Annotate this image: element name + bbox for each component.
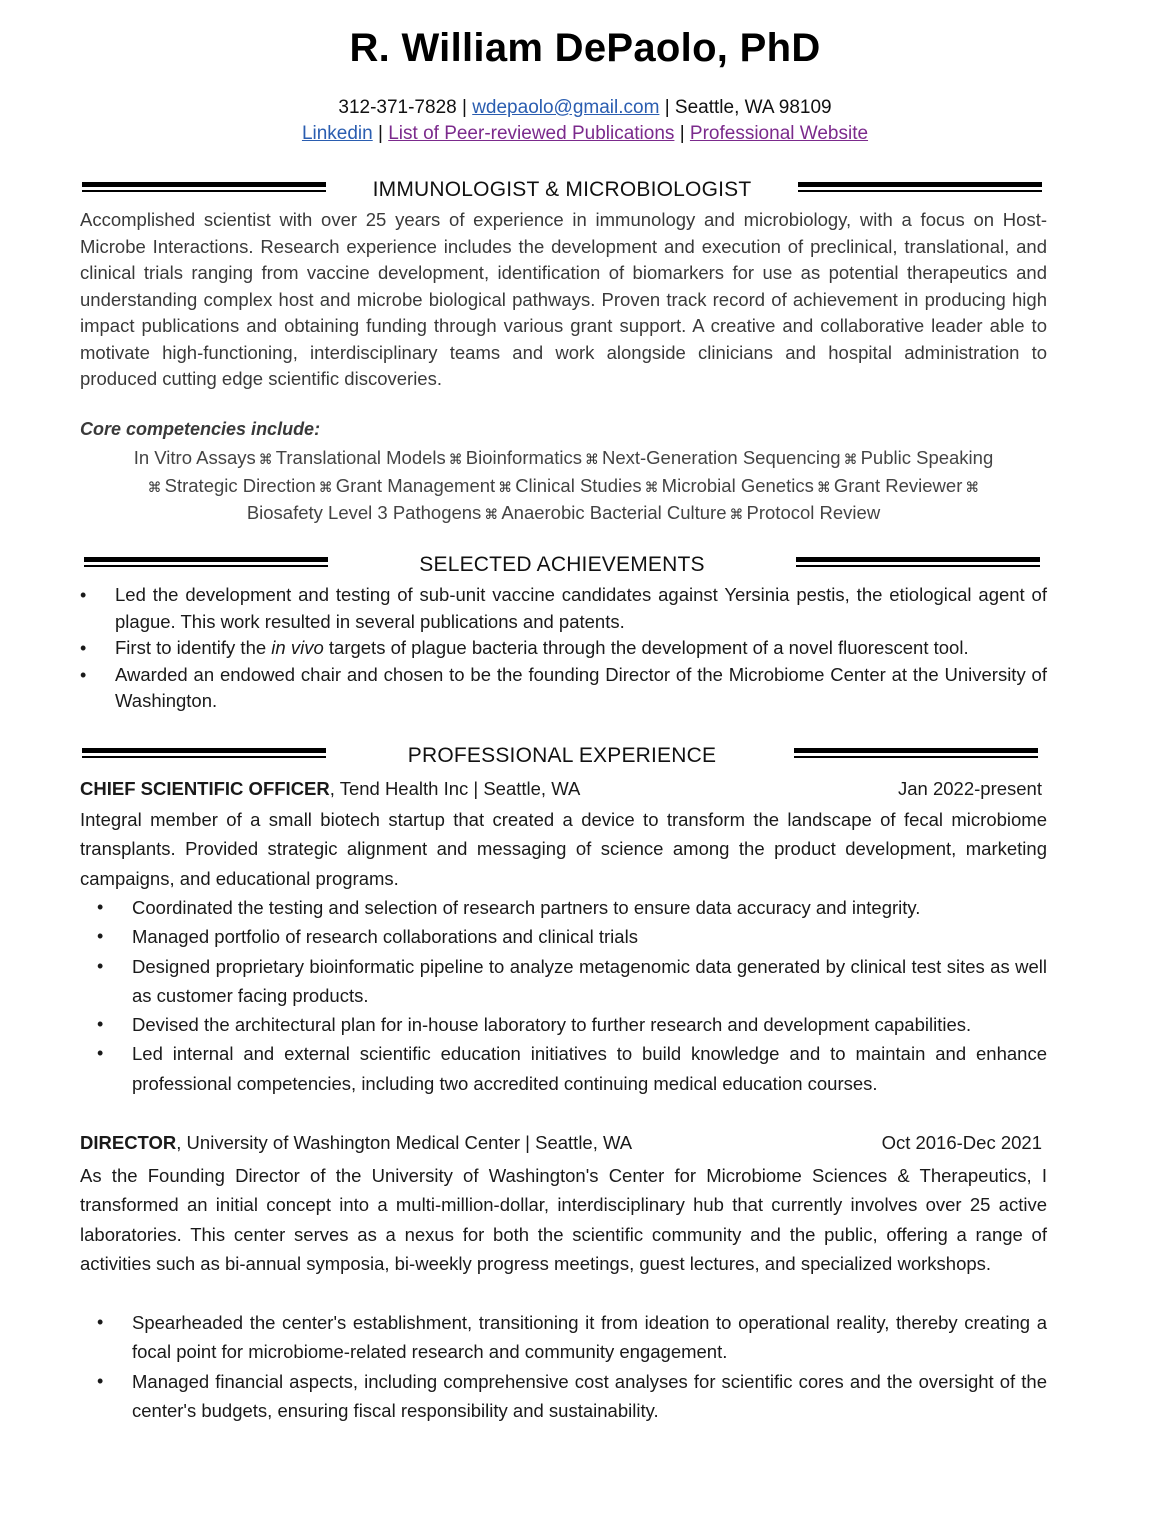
competency: Bioinformatics bbox=[465, 447, 582, 468]
separator-icon: ⌘ bbox=[318, 478, 333, 495]
separator-icon: ⌘ bbox=[816, 478, 831, 495]
section-rule-right bbox=[798, 182, 1042, 192]
section-title-profile: IMMUNOLOGIST & MICROBIOLOGIST bbox=[372, 178, 752, 201]
section-rule-right bbox=[794, 748, 1038, 758]
job-heading bbox=[80, 1132, 1042, 1154]
job-title: DIRECTOR bbox=[80, 1132, 177, 1153]
separator-icon: ⌘ bbox=[965, 478, 980, 495]
list-item: • Coordinated the testing and selection of research partners to ensure data accuracy and integrity. bbox=[97, 893, 1047, 922]
separator-icon: ⌘ bbox=[147, 478, 162, 495]
competency: Strategic Direction bbox=[164, 474, 316, 496]
bullet-icon: • bbox=[80, 664, 87, 685]
list-item: • Devised the architectural plan for in-house laboratory to further research and development capabilities. bbox=[97, 1010, 1047, 1039]
website-link[interactable]: Professional Website bbox=[689, 123, 869, 144]
separator: | bbox=[659, 97, 675, 118]
section-header-profile bbox=[82, 178, 1042, 206]
list-item: • First to identify the in vivo targets of plague bacteria through the development of a novel fluorescent tool. bbox=[80, 635, 1047, 662]
phone: 312-371-7828 bbox=[338, 97, 457, 118]
competency: Grant Management bbox=[335, 474, 496, 496]
list-item: • Led the development and testing of sub-unit vaccine candidates against Yersinia pestis, the etiological agent of plague. This work resulted in several publications and patents. bbox=[80, 584, 1047, 632]
job-heading bbox=[80, 778, 1042, 800]
publications-link[interactable]: List of Peer-reviewed Publications bbox=[388, 123, 675, 144]
bullet-icon: • bbox=[97, 955, 104, 976]
section-title-achievements: SELECTED ACHIEVEMENTS bbox=[419, 553, 705, 576]
list-item: • Led internal and external scientific education initiatives to build knowledge and to maintain and enhance professional competencies, including two accredited continuing medical education courses. bbox=[97, 1039, 1047, 1098]
job-dates: Jan 2022-present bbox=[898, 778, 1042, 799]
bullet-icon: • bbox=[97, 1014, 104, 1035]
competency: Biosafety Level 3 Pathogens bbox=[246, 502, 482, 523]
separator-icon: ⌘ bbox=[644, 478, 659, 495]
job-bullets bbox=[97, 1308, 1047, 1425]
location: Seattle, WA 98109 bbox=[674, 97, 832, 118]
section-rule-right bbox=[796, 557, 1040, 567]
separator-icon: ⌘ bbox=[584, 451, 599, 467]
job-org: , University of Washington Medical Center | Seattle, WA bbox=[176, 1132, 633, 1153]
separator-icon: ⌘ bbox=[258, 451, 273, 467]
job-title: CHIEF SCIENTIFIC OFFICER bbox=[80, 778, 330, 799]
bullet-icon: • bbox=[97, 1312, 104, 1332]
job-summary: Integral member of a small biotech startup that created a device to transform the landscape of fecal microbiome transplants. Provided strategic alignment and messaging of science among the product development, marketing campaigns, and educational programs. bbox=[80, 809, 1047, 889]
profile-summary: Accomplished scientist with over 25 years of experience in immunology and microbiology, with a focus on Host-Microbe Interactions. Research experience includes the development and execution of preclinical, translational, and clinical trials ranging from vaccine development, identification of biomarkers for use as potential therapeutics and understanding complex host and microbe biological pathways. Proven track record of achievement in producing high impact publications and obtaining funding through various grant support. A creative and collaborative leader able to motivate high-functioning, interdisciplinary teams and work alongside clinicians and hospital administration to produced cutting edge scientific discoveries. bbox=[80, 209, 1047, 389]
links-line bbox=[0, 123, 1170, 145]
separator: | bbox=[674, 123, 690, 144]
separator-icon: ⌘ bbox=[729, 506, 744, 522]
bullet-icon: • bbox=[97, 1043, 104, 1064]
job-bullets bbox=[97, 893, 1047, 1098]
bullet-icon: • bbox=[80, 585, 87, 605]
linkedin-link[interactable]: Linkedin bbox=[301, 123, 373, 144]
candidate-name: R. William DePaolo, PhD bbox=[349, 26, 821, 70]
bullet-icon: • bbox=[80, 638, 87, 658]
core-competencies-list bbox=[80, 445, 1047, 528]
list-item: • Awarded an endowed chair and chosen to be the founding Director of the Microbiome Center at the University of Washington. bbox=[80, 663, 1047, 711]
list-item: • Managed financial aspects, including comprehensive cost analyses for scientific cores and the oversight of the center's budgets, ensuring fiscal responsibility and sustainability. bbox=[97, 1367, 1047, 1426]
bullet-icon: • bbox=[97, 926, 104, 947]
job-org: , Tend Health Inc | Seattle, WA bbox=[329, 778, 581, 799]
competency: Anaerobic Bacterial Culture bbox=[501, 502, 727, 523]
achievements-list bbox=[80, 582, 1047, 715]
competency: Public Speaking bbox=[860, 447, 994, 468]
section-header-experience bbox=[82, 744, 1042, 772]
list-item: • Designed proprietary bioinformatic pipeline to analyze metagenomic data generated by clinical test sites as well as customer facing products. bbox=[97, 952, 1047, 1011]
separator: | bbox=[456, 97, 473, 118]
contact-line bbox=[0, 97, 1170, 119]
separator-icon: ⌘ bbox=[484, 506, 499, 522]
competency: In Vitro Assays bbox=[133, 447, 256, 468]
separator: | bbox=[372, 123, 389, 144]
list-item: • Managed portfolio of research collaborations and clinical trials bbox=[97, 922, 1047, 951]
bullet-icon: • bbox=[97, 897, 104, 917]
section-header-achievements bbox=[82, 553, 1042, 581]
separator-icon: ⌘ bbox=[843, 451, 858, 467]
section-title-experience: PROFESSIONAL EXPERIENCE bbox=[407, 744, 717, 767]
separator-icon: ⌘ bbox=[498, 478, 513, 495]
list-item: • Spearheaded the center's establishment, transitioning it from ideation to operational reality, thereby creating a focal point for microbiome-related research and community engagement. bbox=[97, 1308, 1047, 1367]
competency: Clinical Studies bbox=[515, 474, 642, 496]
competency: Translational Models bbox=[275, 447, 446, 468]
separator-icon: ⌘ bbox=[448, 451, 463, 467]
email-link[interactable]: wdepaolo@gmail.com bbox=[472, 97, 660, 118]
job-summary: As the Founding Director of the University of Washington's Center for Microbiome Sciences & Therapeutics, I transformed an initial concept into a multi-million-dollar, interdisciplinary hub that currently involves over 25 active laboratories. This center serves as a nexus for both the scientific community and the public, offering a range of activities such as bi-annual symposia, bi-weekly progress meetings, guest lectures, and specialized workshops. bbox=[80, 1165, 1047, 1274]
job-dates: Oct 2016-Dec 2021 bbox=[881, 1132, 1042, 1153]
competency: Next-Generation Sequencing bbox=[601, 447, 841, 468]
core-competencies-title: Core competencies include: bbox=[80, 419, 321, 439]
competency: Protocol Review bbox=[746, 502, 881, 523]
competency: Grant Reviewer bbox=[833, 474, 963, 496]
bullet-icon: • bbox=[97, 1370, 104, 1391]
competency: Microbial Genetics bbox=[661, 474, 814, 496]
